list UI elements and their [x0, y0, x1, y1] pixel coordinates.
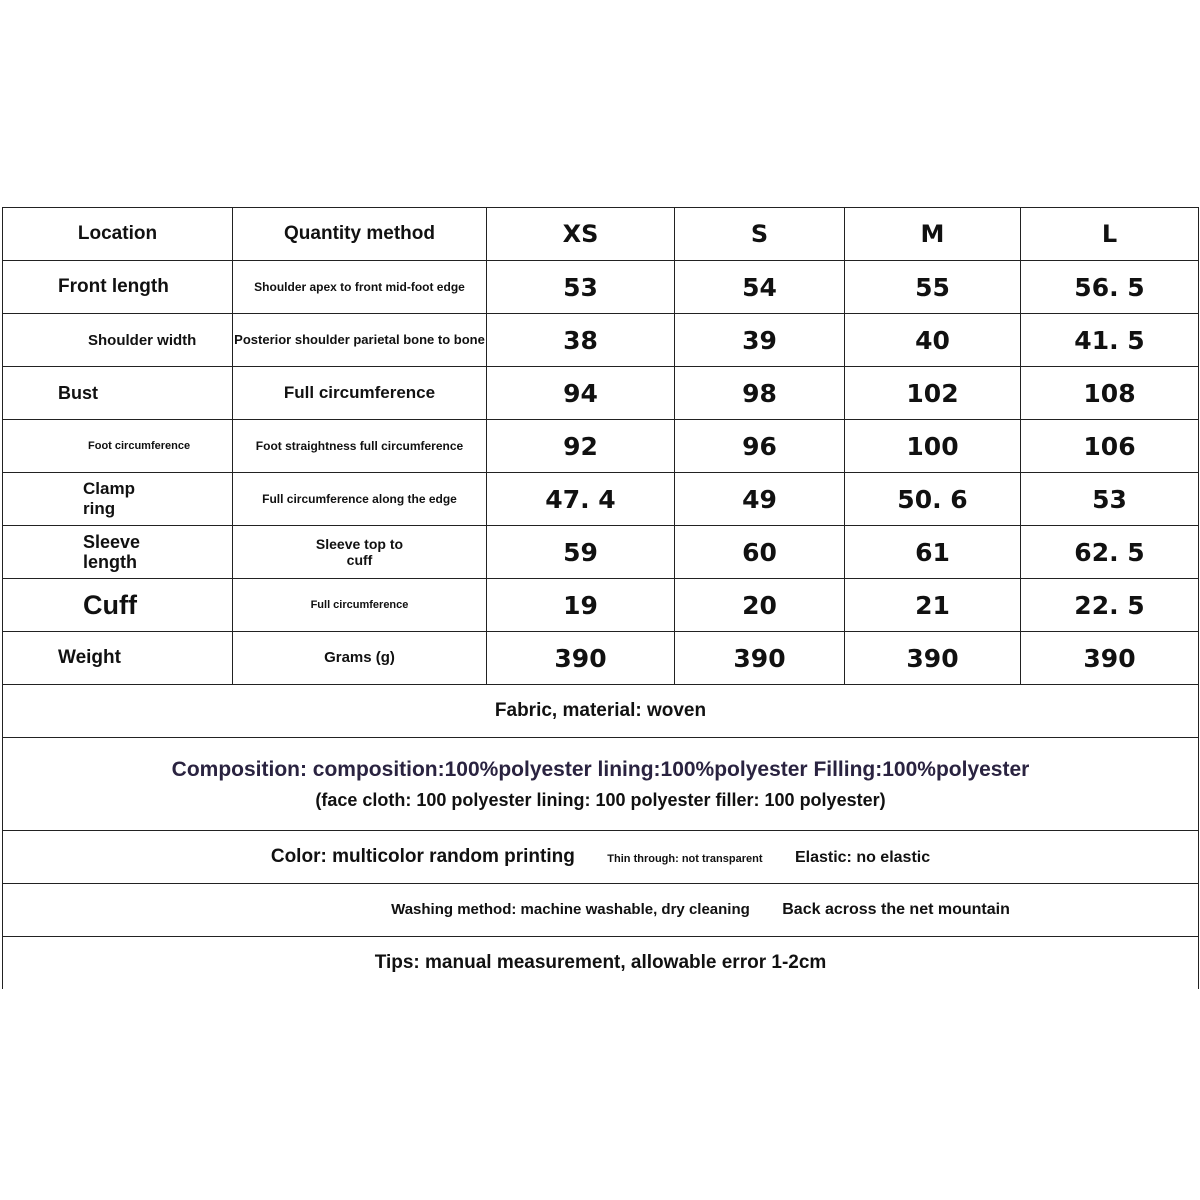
row-value-l: 390: [1021, 632, 1199, 685]
washing-row: [3, 884, 1199, 937]
composition-cell: [3, 738, 1199, 831]
row-method: Sleeve top to cuff: [233, 526, 487, 579]
color-row: [3, 831, 1199, 884]
washing-cell: [3, 884, 1199, 937]
row-value-m: 390: [845, 632, 1021, 685]
row-value-l: 22. 5: [1021, 579, 1199, 632]
back-text: Back across the net mountain: [782, 901, 1010, 918]
row-method: Full circumference: [233, 579, 487, 632]
row-value-m: 55: [845, 261, 1021, 314]
row-location: Bust: [3, 367, 233, 420]
composition-line-2: (face cloth: 100 polyester lining: 100 polyester filler: 100 polyester): [315, 789, 886, 810]
row-value-l: 53: [1021, 473, 1199, 526]
table-row: [3, 579, 1199, 632]
color-text: Color: multicolor random printing: [270, 846, 575, 867]
row-value-m: 102: [845, 367, 1021, 420]
row-value-s: 60: [675, 526, 845, 579]
row-location: Cuff: [3, 579, 233, 632]
row-value-l: 106: [1021, 420, 1199, 473]
row-value-l: 56. 5: [1021, 261, 1199, 314]
row-value-xs: 92: [487, 420, 675, 473]
row-location: Weight: [3, 632, 233, 685]
header-size-xs: XS: [487, 208, 675, 261]
row-value-m: 61: [845, 526, 1021, 579]
row-location: Shoulder width: [3, 314, 233, 367]
row-value-xs: 94: [487, 367, 675, 420]
row-method: Shoulder apex to front mid-foot edge: [233, 261, 487, 314]
row-value-s: 39: [675, 314, 845, 367]
table-row: [3, 632, 1199, 685]
header-method: Quantity method: [233, 208, 487, 261]
row-location: Foot circumference: [3, 420, 233, 473]
row-value-s: 390: [675, 632, 845, 685]
composition-row: [3, 738, 1199, 831]
table-row: [3, 473, 1199, 526]
row-value-xs: 59: [487, 526, 675, 579]
header-row: [3, 208, 1199, 261]
row-value-s: 96: [675, 420, 845, 473]
row-value-m: 50. 6: [845, 473, 1021, 526]
row-value-m: 100: [845, 420, 1021, 473]
header-size-m: M: [845, 208, 1021, 261]
row-method: Foot straightness full circumference: [233, 420, 487, 473]
washing-text: Washing method: machine washable, dry cleaning: [391, 901, 750, 918]
header-size-s: S: [675, 208, 845, 261]
row-value-l: 41. 5: [1021, 314, 1199, 367]
row-value-xs: 19: [487, 579, 675, 632]
thin-through-text: Thin through: not transparent: [607, 853, 763, 865]
tips-row: [3, 937, 1199, 990]
row-value-s: 54: [675, 261, 845, 314]
color-cell: [3, 831, 1199, 884]
row-value-m: 40: [845, 314, 1021, 367]
table-row: [3, 367, 1199, 420]
row-method: Grams (g): [233, 632, 487, 685]
elastic-text: Elastic: no elastic: [794, 849, 931, 866]
size-chart-table: [2, 207, 1199, 989]
table-row: [3, 261, 1199, 314]
header-size-l: L: [1021, 208, 1199, 261]
table-row: [3, 526, 1199, 579]
fabric-text: Fabric, material: woven: [3, 685, 1199, 738]
row-value-xs: 53: [487, 261, 675, 314]
fabric-row: [3, 685, 1199, 738]
row-method: Full circumference along the edge: [233, 473, 487, 526]
header-location: Location: [3, 208, 233, 261]
row-value-xs: 390: [487, 632, 675, 685]
row-value-l: 62. 5: [1021, 526, 1199, 579]
row-value-s: 98: [675, 367, 845, 420]
table-row: [3, 420, 1199, 473]
row-value-s: 20: [675, 579, 845, 632]
row-value-l: 108: [1021, 367, 1199, 420]
row-location: Front length: [3, 261, 233, 314]
row-value-m: 21: [845, 579, 1021, 632]
tips-text: Tips: manual measurement, allowable error 1-2cm: [3, 937, 1199, 990]
row-location: Clamp ring: [3, 473, 233, 526]
row-location: Sleeve length: [3, 526, 233, 579]
table-row: [3, 314, 1199, 367]
composition-line-1: Composition: composition:100%polyester lining:100%polyester Filling:100%polyester: [171, 757, 1030, 781]
row-value-xs: 47. 4: [487, 473, 675, 526]
row-method: Full circumference: [233, 367, 487, 420]
row-value-xs: 38: [487, 314, 675, 367]
row-method: Posterior shoulder parietal bone to bone: [233, 314, 487, 367]
row-value-s: 49: [675, 473, 845, 526]
